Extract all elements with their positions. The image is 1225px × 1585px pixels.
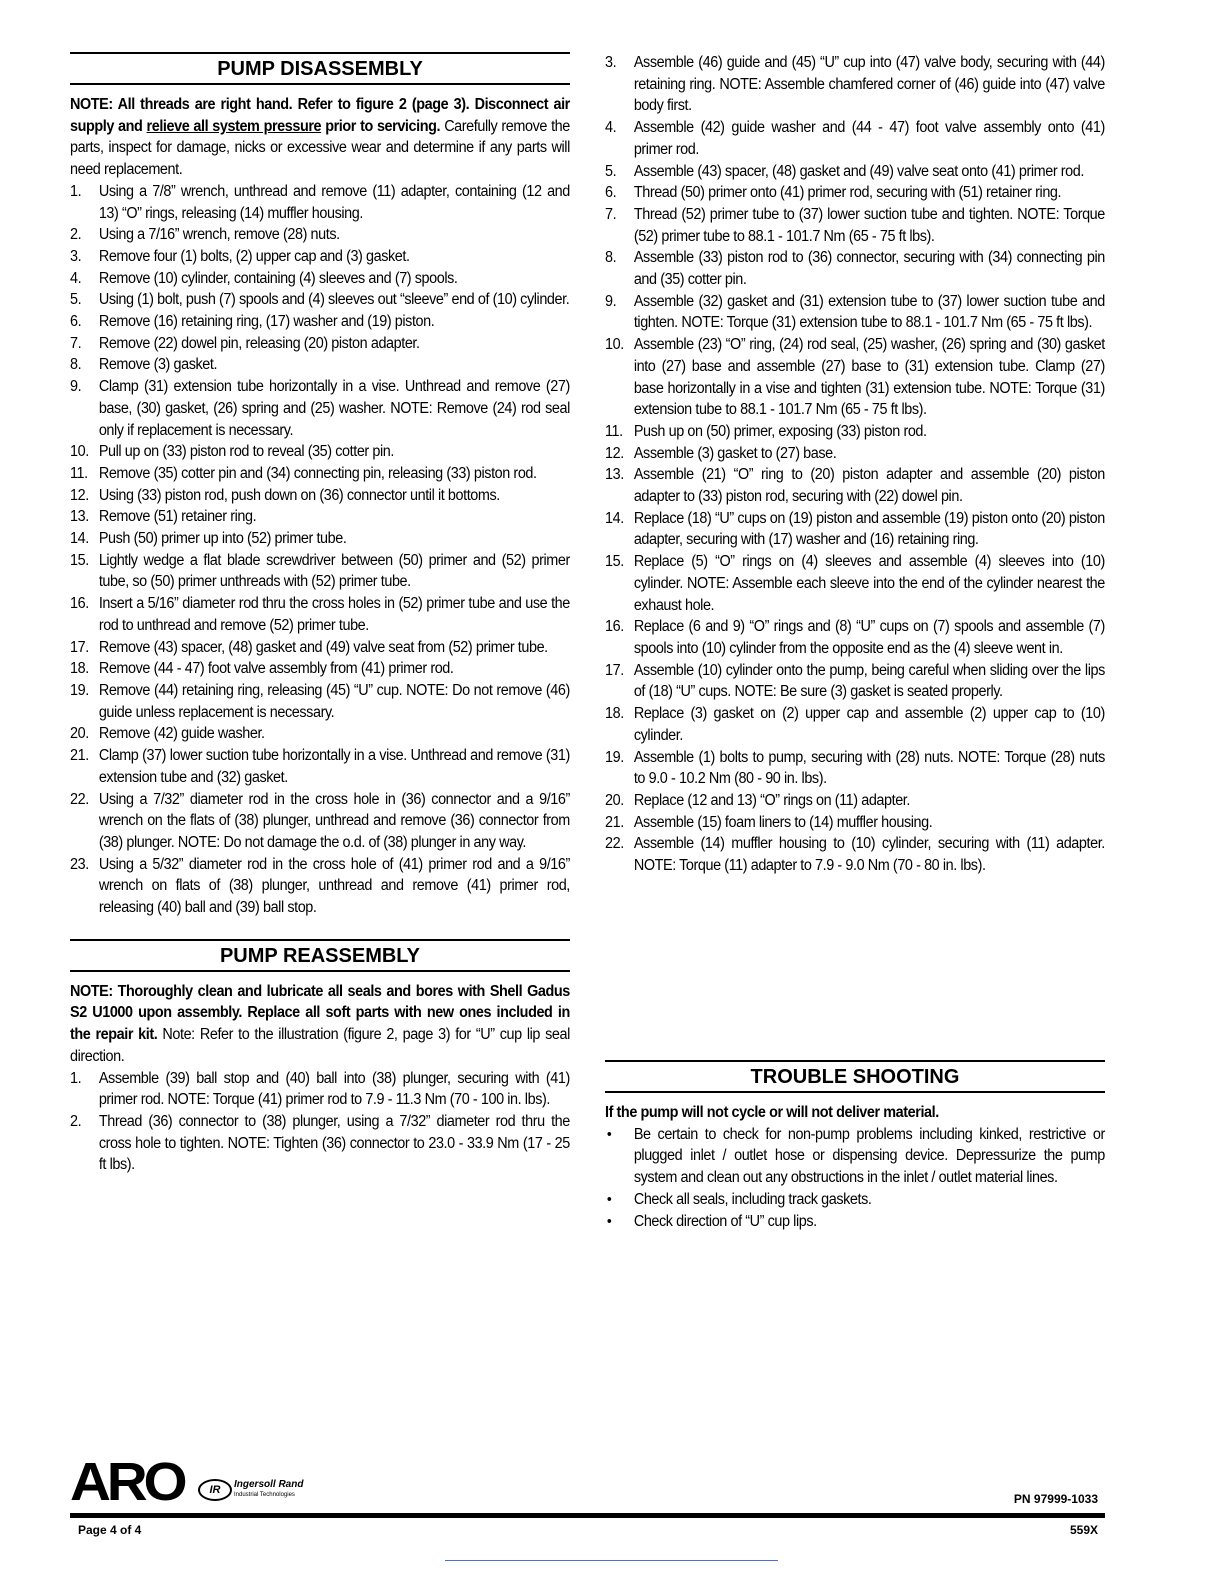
disassembly-body [70,94,570,919]
disassembly-step-number: 9. [70,378,82,396]
disassembly-step [70,224,570,246]
disassembly-step [70,311,570,333]
reassembly-step [605,52,1105,117]
disassembly-step-number: 21. [70,747,89,765]
reassembly-step [605,616,1105,659]
disassembly-step [70,354,570,376]
reassembly-step-text: Assemble (32) gasket and (31) extension tube to (37) lower suction tube and tighten. NOTE: Torque (31) extension tube to 88.1 - 101.7 Nm (65 - 75 ft lbs). [633,292,1105,332]
reassembly-step-text: Assemble (33) piston rod to (36) connector, securing with (34) connecting pin and (35) cotter pin. [633,249,1105,289]
reassembly-step [605,334,1105,421]
reassembly-step-text: Thread (52) primer tube to (37) lower suction tube and tighten. NOTE: Torque (52) primer tube to 88.1 - 101.7 Nm (65 - 75 ft lbs). [633,205,1105,245]
disassembly-step [70,680,570,723]
disassembly-step-text: Clamp (31) extension tube horizontally in a vise. Unthread and remove (27) base, (30) gasket, (26) spring and (25) washer. NOTE: Remove (24) rod seal only if replacement is necessary. [98,378,570,439]
reassembly-step [605,790,1105,812]
disassembly-step-text: Remove (51) retainer ring. [98,508,257,526]
disassembly-step-number: 13. [70,508,89,526]
disassembly-step-text: Remove (43) spacer, (48) gasket and (49) valve seat from (52) primer tube. [98,638,548,656]
reassembly-step-number: 18. [605,705,624,723]
disassembly-step-number: 17. [70,638,89,656]
reassembly-step [70,1111,570,1176]
disassembly-step [70,376,570,441]
disassembly-step [70,723,570,745]
reassembly-step [605,660,1105,703]
reassembly-step-number: 20. [605,791,624,809]
disassembly-step [70,463,570,485]
reassembly-note [70,981,570,1068]
reassembly-step-text: Assemble (1) bolts to pump, securing with (28) nuts. NOTE: Torque (28) nuts to 9.0 - 10.2 Nm (80 - 90 in. lbs). [633,748,1105,788]
disassembly-step-number: 23. [70,855,89,873]
reassembly-step [605,182,1105,204]
right-column [605,52,1105,877]
reassembly-step-number: 15. [605,553,624,571]
aro-logo: ARO [70,1452,184,1512]
disassembly-step [70,268,570,290]
disassembly-step-text: Remove (3) gasket. [98,356,218,374]
disassembly-step [70,745,570,788]
disassembly-step [70,528,570,550]
reassembly-heading: PUMP REASSEMBLY [70,939,570,972]
disassembly-step-number: 12. [70,486,89,504]
disassembly-step-text: Remove (22) dowel pin, releasing (20) piston adapter. [98,334,420,352]
troubleshooting-body [605,1102,1105,1232]
reassembly-step [605,833,1105,876]
disassembly-step-number: 2. [70,226,82,244]
disassembly-heading: PUMP DISASSEMBLY [70,52,570,85]
disassembly-step [70,658,570,680]
reassembly-step-text: Assemble (10) cylinder onto the pump, being careful when sliding over the lips of (18) “U” cups. NOTE: Be sure (3) gasket is seated properly. [633,661,1105,701]
disassembly-step [70,637,570,659]
troubleshooting-bullet-text: Check all seals, including track gaskets. [633,1190,872,1208]
left-column [70,52,570,1176]
disassembly-step-number: 5. [70,291,82,309]
reassembly-step-number: 6. [605,184,617,202]
reassembly-step-text: Thread (36) connector to (38) plunger, using a 7/32” diameter rod thru the cross hole to tighten. NOTE: Tighten (36) connector to 23.0 - 33.9 Nm (17 - 25 ft lbs). [98,1112,570,1174]
troubleshooting-section [605,1060,1105,1232]
disassembly-note-bold-1: NOTE: All threads are right hand. Refer to figure 2 (page 3). Disconnect air supply and [70,96,570,135]
disassembly-step-text: Remove (44 - 47) foot valve assembly from (41) primer rod. [98,660,454,678]
troubleshooting-heading: TROUBLE SHOOTING [605,1060,1105,1093]
reassembly-step-text: Assemble (39) ball stop and (40) ball into (38) plunger, securing with (41) primer rod. NOTE: Torque (41) primer rod to 7.9 - 11.3 Nm (70 - 100 in. lbs). [98,1069,570,1109]
reassembly-step-number: 8. [605,249,617,267]
reassembly-step-number: 13. [605,466,624,484]
disassembly-step-text: Insert a 5/16” diameter rod thru the cross holes in (52) primer tube and use the rod to unthread and remove (52) primer tube. [98,595,570,634]
disassembly-step-text: Using (33) piston rod, push down on (36) connector until it bottoms. [98,486,500,504]
ir-mark-icon: IR [198,1479,232,1501]
ir-brand-subtitle: Industrial Technologies [234,1492,295,1498]
bottom-divider [445,1560,778,1561]
part-number: PN 97999-1033 [1013,1492,1098,1506]
reassembly-step-number: 3. [605,54,617,71]
disassembly-step-number: 1. [70,182,82,200]
disassembly-step-text: Using (1) bolt, push (7) spools and (4) sleeves out “sleeve” end of (10) cylinder. [98,291,570,309]
reassembly-step-number: 22. [605,835,624,853]
reassembly-step [605,247,1105,290]
disassembly-step-number: 6. [70,313,82,331]
disassembly-step [70,550,570,593]
reassembly-step-number: 9. [605,292,617,310]
disassembly-step [70,506,570,528]
ingersoll-rand-logo [198,1477,328,1503]
reassembly-step-number: 19. [605,748,624,766]
troubleshooting-bullet-text: Be certain to check for non-pump problems including kinked, restrictive or plugged inlet / outlet hose or dispensing device. Depressurize the pump system and clean out any obstructions in the inlet / outlet material lines. [633,1125,1105,1187]
bullet-dot-icon: • [606,1190,612,1208]
reassembly-section [70,939,570,1176]
reassembly-step-number: 17. [605,661,624,679]
ir-brand-name: Ingersoll Rand [234,1479,304,1490]
reassembly-step [605,421,1105,443]
reassembly-step-number: 16. [605,618,624,636]
disassembly-note-underlined: relieve all system pressure [146,117,322,135]
disassembly-step-text: Clamp (37) lower suction tube horizontally in a vise. Unthread and remove (31) extension tube and (32) gasket. [98,747,570,786]
reassembly-step-text: Assemble (21) “O” ring to (20) piston adapter and assemble (20) piston adapter to (33) piston rod, securing with (22) dowel pin. [633,466,1105,506]
reassembly-step-text: Thread (50) primer onto (41) primer rod, securing with (51) retainer ring. [633,184,1062,202]
reassembly-step-text: Assemble (46) guide and (45) “U” cup into (47) valve body, securing with (44) retaining ring. NOTE: Assemble chamfered corner of (46) guide into (47) valve body first. [633,54,1105,115]
disassembly-step-text: Using a 5/32” diameter rod in the cross hole of (41) primer rod and a 9/16” wrench on flats of (38) plunger, unthread and remove (41) primer rod, releasing (40) ball and (39) ball stop. [98,855,570,917]
disassembly-step-number: 7. [70,334,82,352]
disassembly-step-text: Pull up on (33) piston rod to reveal (35) cotter pin. [98,443,394,461]
footer-divider [70,1513,1105,1518]
disassembly-step [70,441,570,463]
reassembly-note-plain: Note: Refer to the illustration (figure 2, page 3) for “U” cup lip seal direction. [70,1026,570,1065]
reassembly-step [605,161,1105,183]
reassembly-step-text: Push up on (50) primer, exposing (33) piston rod. [633,422,927,440]
bullet-dot-icon: • [606,1125,612,1143]
reassembly-step-text: Assemble (15) foam liners to (14) muffler housing. [633,813,933,831]
disassembly-note-bold-2: prior to servicing. [321,117,441,135]
disassembly-note [70,94,570,181]
disassembly-step-text: Using a 7/16” wrench, remove (28) nuts. [98,226,340,244]
reassembly-step-number: 2. [70,1112,82,1130]
reassembly-step [605,204,1105,247]
disassembly-step-number: 8. [70,356,82,374]
disassembly-step-number: 19. [70,681,89,699]
reassembly-step-text: Replace (3) gasket on (2) upper cap and assemble (2) upper cap to (10) cylinder. [633,705,1105,744]
reassembly-step [70,1068,570,1111]
disassembly-step-number: 15. [70,551,89,569]
reassembly-step-number: 21. [605,813,624,831]
disassembly-step-text: Remove (42) guide washer. [98,725,265,743]
disassembly-step [70,289,570,311]
troubleshooting-bullet-text: Check direction of “U” cup lips. [633,1212,817,1230]
reassembly-step-text: Replace (6 and 9) “O” rings and (8) “U” cups on (7) spools and assemble (7) spools into (10) cylinder from the opposite end as the (4) sleeve went in. [633,618,1105,657]
disassembly-step-number: 10. [70,443,89,461]
reassembly-step [605,117,1105,160]
disassembly-step-text: Remove (10) cylinder, containing (4) sleeves and (7) spools. [98,269,458,287]
disassembly-step-number: 18. [70,660,89,678]
disassembly-step-text: Remove (44) retaining ring, releasing (45) “U” cup. NOTE: Do not remove (46) guide unless replacement is necessary. [98,681,570,721]
reassembly-step-text: Assemble (42) guide washer and (44 - 47) foot valve assembly onto (41) primer rod. [633,119,1105,158]
disassembly-note-plain: Carefully remove the parts, inspect for damage, nicks or excessive wear and determine if any parts will need replacement. [70,117,570,179]
disassembly-step-text: Using a 7/8” wrench, unthread and remove (11) adapter, containing (12 and 13) “O” rings, releasing (14) muffler housing. [98,182,570,222]
disassembly-step-number: 4. [70,269,82,287]
reassembly-steps-left [70,1068,570,1177]
troubleshooting-bullet [605,1189,1105,1211]
disassembly-steps [70,181,570,919]
reassembly-step-text: Assemble (3) gasket to (27) base. [633,444,837,462]
disassembly-step-number: 22. [70,790,89,808]
reassembly-body [70,981,570,1176]
disassembly-step [70,485,570,507]
reassembly-step-number: 14. [605,509,624,527]
troubleshooting-bullets [605,1124,1105,1233]
disassembly-step-text: Using a 7/32” diameter rod in the cross hole in (36) connector and a 9/16” wrench on the flats of (38) plunger, unthread and remove (36) connector from (38) plunger. NOTE: Do not damage the o.d. of (38) plunger in any way. [98,790,570,851]
troubleshooting-bullet [605,1211,1105,1233]
reassembly-step-number: 5. [605,162,617,180]
reassembly-steps-right [605,52,1105,877]
reassembly-step-number: 10. [605,336,624,354]
disassembly-step-text: Push (50) primer up into (52) primer tube. [98,530,347,548]
reassembly-step-text: Assemble (43) spacer, (48) gasket and (49) valve seat onto (41) primer rod. [633,162,1084,180]
reassembly-step-number: 1. [70,1069,82,1087]
reassembly-step-text: Replace (5) “O” rings on (4) sleeves and assemble (4) sleeves into (10) cylinder. NOTE: Assemble each sleeve into the end of the cylinder nearest the exhaust hole. [633,553,1105,614]
reassembly-step [605,551,1105,616]
reassembly-step-number: 4. [605,119,617,137]
disassembly-step [70,333,570,355]
reassembly-step-number: 7. [605,205,617,223]
reassembly-step [605,291,1105,334]
reassembly-step [605,812,1105,834]
disassembly-step-number: 20. [70,725,89,743]
reassembly-step-number: 12. [605,444,624,462]
reassembly-step [605,703,1105,746]
disassembly-step-number: 3. [70,247,82,265]
disassembly-step [70,789,570,854]
page-footer [70,1452,1105,1537]
bullet-dot-icon: • [606,1212,612,1230]
reassembly-step-text: Replace (18) “U” cups on (19) piston and assemble (19) piston onto (20) piston adapter, securing with (17) washer and (16) retaining ring. [633,509,1105,549]
reassembly-step [605,443,1105,465]
disassembly-step-number: 16. [70,595,89,613]
reassembly-step [605,464,1105,507]
troubleshooting-bullet [605,1124,1105,1189]
reassembly-note-bold: NOTE: Thoroughly clean and lubricate all seals and bores with Shell Gadus S2 U1000 upon assembly. Replace all soft parts with new ones included in the repair kit. [70,982,570,1044]
reassembly-step-text: Assemble (23) “O” ring, (24) rod seal, (25) washer, (26) spring and (30) gasket into (27) base and assemble (27) base to (31) extension tube. Clamp (27) base horizontally in a vise and tighten (31) extension tube. NOTE: Torque (31) extension tube to 88.1 - 101.7 Nm (65 - 75 ft lbs). [633,336,1105,419]
disassembly-step-number: 11. [70,464,88,482]
disassembly-step-text: Remove (16) retaining ring, (17) washer and (19) piston. [98,313,435,331]
disassembly-step [70,593,570,636]
disassembly-step [70,854,570,919]
reassembly-step-text: Assemble (14) muffler housing to (10) cylinder, securing with (11) adapter. NOTE: Torque (11) adapter to 7.9 - 9.0 Nm (70 - 80 in. lbs). [633,835,1105,875]
page-number: Page 4 of 4 [78,1523,142,1537]
reassembly-step-number: 11. [605,422,623,440]
disassembly-step-text: Lightly wedge a flat blade screwdriver between (50) primer and (52) primer tube, so (50) primer unthreads with (52) primer tube. [98,551,570,591]
disassembly-step [70,246,570,268]
disassembly-step-text: Remove four (1) bolts, (2) upper cap and (3) gasket. [98,247,410,265]
reassembly-step-text: Replace (12 and 13) “O” rings on (11) adapter. [633,791,910,809]
reassembly-continued-body [605,52,1105,877]
disassembly-step-number: 14. [70,530,89,548]
reassembly-step [605,508,1105,551]
disassembly-step [70,181,570,224]
disassembly-step-text: Remove (35) cotter pin and (34) connecting pin, releasing (33) piston rod. [98,464,537,482]
troubleshooting-subheading: If the pump will not cycle or will not deliver material. [605,1104,939,1121]
model-number: 559X [1069,1523,1098,1537]
reassembly-step [605,747,1105,790]
